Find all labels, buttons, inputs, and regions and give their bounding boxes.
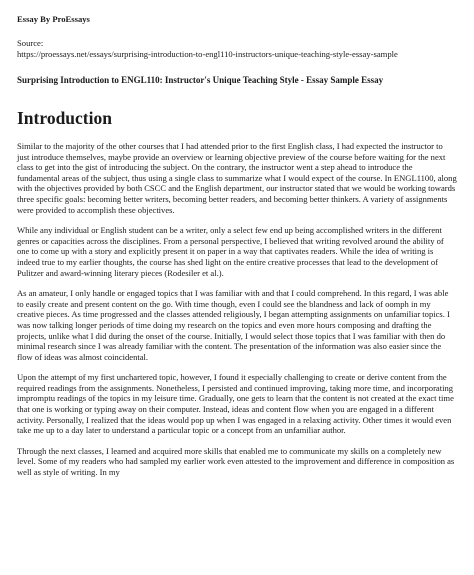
source-url[interactable]: https://proessays.net/essays/surprising-introduction-to-engl110-instructors-unique-teaching-style-essay-sample [17,49,398,59]
paragraph: Through the next classes, I learned and acquired more skills that enabled me to communicate my skills on a completely new level. Some of my readers who had sampled my earlier work even attested to the improvement and difference in composition as well as style of writing. In my [17,445,455,478]
paragraph: Similar to the majority of the other courses that I had attended prior to the first English class, I had expected the instructor to just introduce themselves, maybe provide an overview or learning objective preview of the course before waiting for the next class to get into the gist of introducing the subject. On the contrary, the instructor went a step ahead to introduce the fundamental areas of the subject, thus using a single class to summarize what I would expect of the course. In ENGL1100, along with the objectives provided by both CSCC and the English department, our instructor stated that we would be working towards three specific goals: becoming better writers, becoming better readers, and becoming better thinkers. A variety of assignments were provided to accomplish these objectives. [17,141,457,215]
source-label: Source: [17,38,44,48]
brand-name: Essay By ProEssays [17,14,90,24]
paragraph: While any individual or English student can be a writer, only a select few end up being accomplished writers in the different genres or capacities across the disciplines. From a personal perspective, I believed that writing revolved around the ability of one to come up with a story and explicitly present it on paper in a way that captivates readers. While the idea of writing is indeed true to my earlier thoughts, the course has shed light on the entire creative processes that lead to the development of Pulitzer and award-winning literary pieces (Rodesiler et al.). [17,225,444,278]
section-heading: Introduction [17,108,112,128]
document-title: Surprising Introduction to ENGL110: Instructor's Unique Teaching Style - Essay Sample Essay [17,75,384,85]
paragraph: Upon the attempt of my first unchartered topic, however, I found it especially challenging to create or derive content from the required readings from the assignments. Nonetheless, I persisted and continued improving, taking more time, and incorporating impromptu readings of the topics in my leisure time. Gradually, one gets to learn that the content is not created at the exact time that one is working or typing away on their computer. Instead, ideas and content flow when you are engaged in a different activity. Personally, I realized that the ideas would pop up when I was engaged in a relaxing activity. Other times it would even take me up to a day later to understand a particular topic or a concept from an unfamiliar author. [17,372,454,436]
paragraph: As an amateur, I only handle or engaged topics that I was familiar with and that I could comprehend. In this regard, I was able to easily create and present content on the go. With time though, even I could see the blandness and lack of oomph in my creative pieces. As time progressed and the classes attended religiously, I began attempting assignments on unfamiliar topics. I was now talking longer periods of time doing my research on the topics and even more hours composing and drafting the projects, unlike what I did during the onset of the course. Initially, I would select those topics that I was familiar with then do minimal research since I was already familiar with the content. The presentation of the information was also easier since the flow of ideas was almost coincidental. [17,288,450,362]
